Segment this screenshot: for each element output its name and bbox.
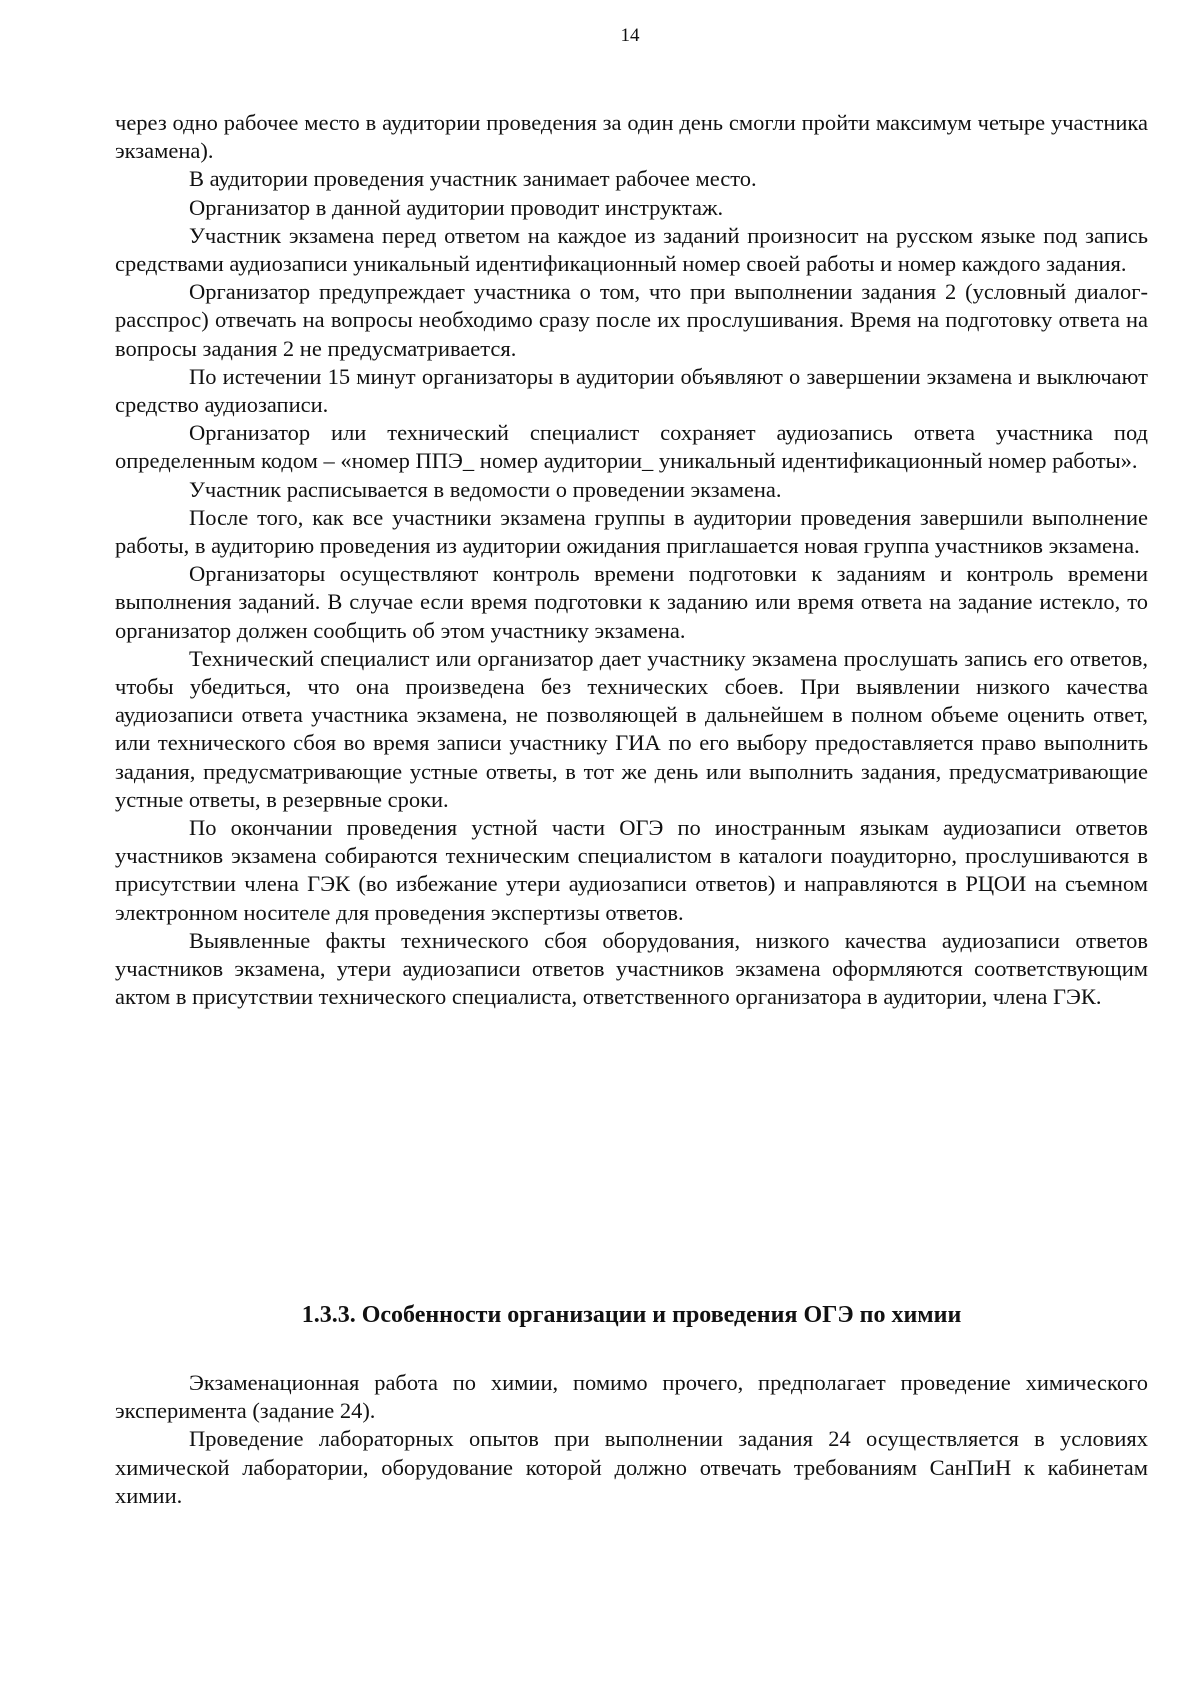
paragraph: Технический специалист или организатор дает участнику экзамена прослушать запись его ответов, чтобы убедиться, что она произведена без технических сбоев. При выявлении низкого качества аудиозаписи ответа участника экзамена, не позволяющей в дальнейшем в полном объеме оценить ответ, или технического сбоя во время записи участнику ГИА по его выбору предоставляется право выполнить задания, предусматривающие устные ответы, в тот же день или выполнить задания, предусматривающие устные ответы, в резервные сроки. [115, 645, 1148, 812]
paragraph: После того, как все участники экзамена группы в аудитории проведения завершили выполнение работы, в аудиторию проведения из аудитории ожидания приглашается новая группа участников экзамена. [115, 504, 1148, 559]
paragraph: Организатор или технический специалист сохраняет аудиозапись ответа участника под определенным кодом – «номер ППЭ_ номер аудитории_ уникальный идентификационный номер работы». [115, 420, 1148, 474]
section-body-text [115, 1369, 1148, 1510]
paragraph: Проведение лабораторных опытов при выполнении задания 24 осуществляется в условиях химической лаборатории, оборудование которой должно отвечать требованиям СанПиН к кабинетам химии. [115, 1426, 1148, 1508]
paragraph: Участник расписывается в ведомости о проведении экзамена. [189, 476, 782, 502]
body-text [115, 109, 1148, 1012]
paragraph: По окончании проведения устной части ОГЭ по иностранным языкам аудиозаписи ответов участников экзамена собираются техническим специалистом в каталоги поаудиторно, прослушиваются в присутствии члена ГЭК (во избежание утери аудиозаписи ответов) и направляются в РЦОИ на съемном электронном носителе для проведения экспертизы ответов. [115, 815, 1148, 925]
paragraph: По истечении 15 минут организаторы в аудитории объявляют о завершении экзамена и выключают средство аудиозаписи. [115, 363, 1148, 418]
paragraph: Экзаменационная работа по химии, помимо прочего, предполагает проведение химического эксперимента (задание 24). [115, 1370, 1148, 1424]
paragraph: Организатор в данной аудитории проводит инструктаж. [189, 194, 724, 220]
paragraph: через одно рабочее место в аудитории проведения за один день смогли пройти максимум четыре участника экзамена). [115, 110, 1148, 164]
paragraph: Организаторы осуществляют контроль времени подготовки к заданиям и контроль времени выполнения заданий. В случае если время подготовки к заданию или время ответа на задание истекло, то организатор должен сообщить об этом участнику экзамена. [115, 561, 1148, 643]
paragraph: Организатор предупреждает участника о том, что при выполнении задания 2 (условный диалог-расспрос) отвечать на вопросы необходимо сразу после их прослушивания. Время на подготовку ответа на вопросы задания 2 не предусматривается. [115, 279, 1148, 361]
paragraph: Выявленные факты технического сбоя оборудования, низкого качества аудиозаписи ответов участников экзамена, утери аудиозаписи ответов участников экзамена оформляются соответствующим актом в присутствии технического специалиста, ответственного организатора в аудитории, члена ГЭК. [115, 927, 1148, 1010]
section-heading: 1.3.3. Особенности организации и проведения ОГЭ по химии [301, 1302, 962, 1328]
paragraph: В аудитории проведения участник занимает рабочее место. [189, 166, 757, 192]
page-number: 14 [620, 25, 640, 46]
paragraph: Участник экзамена перед ответом на каждое из заданий произносит на русском языке под запись средствами аудиозаписи уникальный идентификационный номер своей работы и номер каждого задания. [115, 222, 1148, 277]
